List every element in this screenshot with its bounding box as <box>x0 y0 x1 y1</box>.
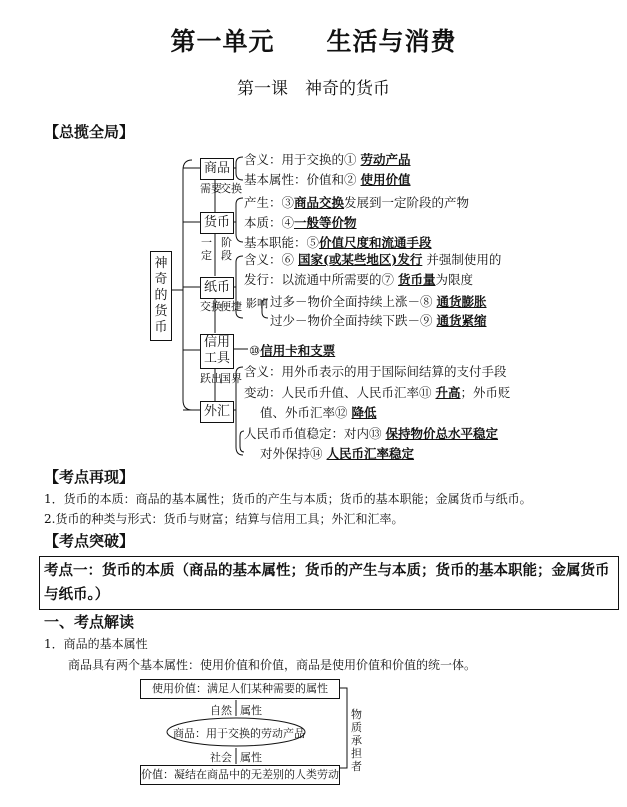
paper-issue: 发行：以流通中所需要的⑦ 货币量为限度 <box>244 272 474 287</box>
node-credit-tools: 信用工具 <box>200 334 234 369</box>
link-stage: 阶段 <box>221 236 232 262</box>
node-currency: 货币 <box>200 212 234 234</box>
diagram-commodity: 商品：用于交换的劳动产品 <box>173 727 305 740</box>
interpretation-heading: 一、考点解读 <box>44 613 135 631</box>
forex-stability-internal: 人民币币值稳定：对内⑬ 保持物价总水平稳定 <box>244 426 499 441</box>
currency-functions: 基本职能：⑤价值尺度和流通手段 <box>244 235 432 250</box>
link-border: 国界 <box>220 372 242 385</box>
breakthrough-heading: 【考点突破】 <box>44 532 135 550</box>
overview-heading: 【总揽全局】 <box>44 123 135 141</box>
node-paper-money: 纸币 <box>200 277 234 299</box>
paper-inflation: 过多－物价全面持续上涨－⑧ 通货膨胀 <box>270 294 487 309</box>
forex-meaning: 含义：用外币表示的用于国际间结算的支付手段 <box>244 364 507 379</box>
node-commodity: 商品 <box>200 158 234 180</box>
review-item-2: 2.货币的种类与形式：货币与财富；结算与信用工具；外汇和汇率。 <box>44 512 404 526</box>
paper-deflation: 过少－物价全面持续下跌－⑨ 通货紧缩 <box>270 313 487 328</box>
credit-answer: ⑩信用卡和支票 <box>249 343 336 358</box>
commodity-attributes: 基本属性：价值和② 使用价值 <box>244 172 411 187</box>
link-need: 需要 <box>200 182 222 195</box>
interpretation-sub-1: 1．商品的基本属性 <box>44 637 148 651</box>
review-heading: 【考点再现】 <box>44 468 135 486</box>
currency-origin: 产生：③商品交换发展到一定阶段的产物 <box>244 195 470 210</box>
diagram-natural: 自然 <box>210 704 232 717</box>
kaodian-1-box: 考点一：货币的本质（商品的基本属性；货币的产生与本质；货币的基本职能；金属货币与纸币。） <box>39 556 619 610</box>
link-convenient: 便捷 <box>220 300 242 313</box>
diagram-material-bearer: 物质承担者 <box>351 708 362 773</box>
review-item-1: 1．货币的本质：商品的基本属性；货币的产生与本质；货币的基本职能；金属货币与纸币。 <box>44 492 532 506</box>
diagram-value: 价值：凝结在商品中的无差别的人类劳动 <box>140 765 340 785</box>
paper-meaning: 含义：⑥ 国家(或某些地区)发行 并强制使用的 <box>244 252 502 267</box>
diagram-social: 社会 <box>210 751 232 764</box>
link-influence: 影响 <box>246 297 268 310</box>
lesson-title: 第一课 神奇的货币 <box>237 79 390 99</box>
forex-stability-external: 对外保持⑭ 人民币汇率稳定 <box>260 446 415 461</box>
forex-change-cont: 值、外币汇率⑫ 降低 <box>260 405 377 420</box>
currency-essence: 本质：④一般等价物 <box>244 215 357 230</box>
commodity-meaning: 含义：用于交换的① 劳动产品 <box>244 152 411 167</box>
node-forex: 外汇 <box>200 401 234 423</box>
link-leap: 跃出 <box>200 372 222 385</box>
diagram-use-value: 使用价值：满足人们某种需要的属性 <box>140 679 340 699</box>
diagram-attr-1: 属性 <box>240 704 262 717</box>
diagram-attr-2: 属性 <box>240 751 262 764</box>
link-exchange: 交换 <box>220 182 242 195</box>
root-node: 神奇的货币 <box>150 251 172 341</box>
forex-change: 变动：人民币升值、人民币汇率⑪ 升高；外币贬 <box>244 385 511 400</box>
unit-title: 第一单元 生活与消费 <box>170 27 457 56</box>
link-exchange2: 交换 <box>200 300 222 313</box>
link-certain: 一定 <box>201 236 212 262</box>
interpretation-paragraph: 商品具有两个基本属性：使用价值和价值，商品是使用价值和价值的统一体。 <box>68 658 477 672</box>
